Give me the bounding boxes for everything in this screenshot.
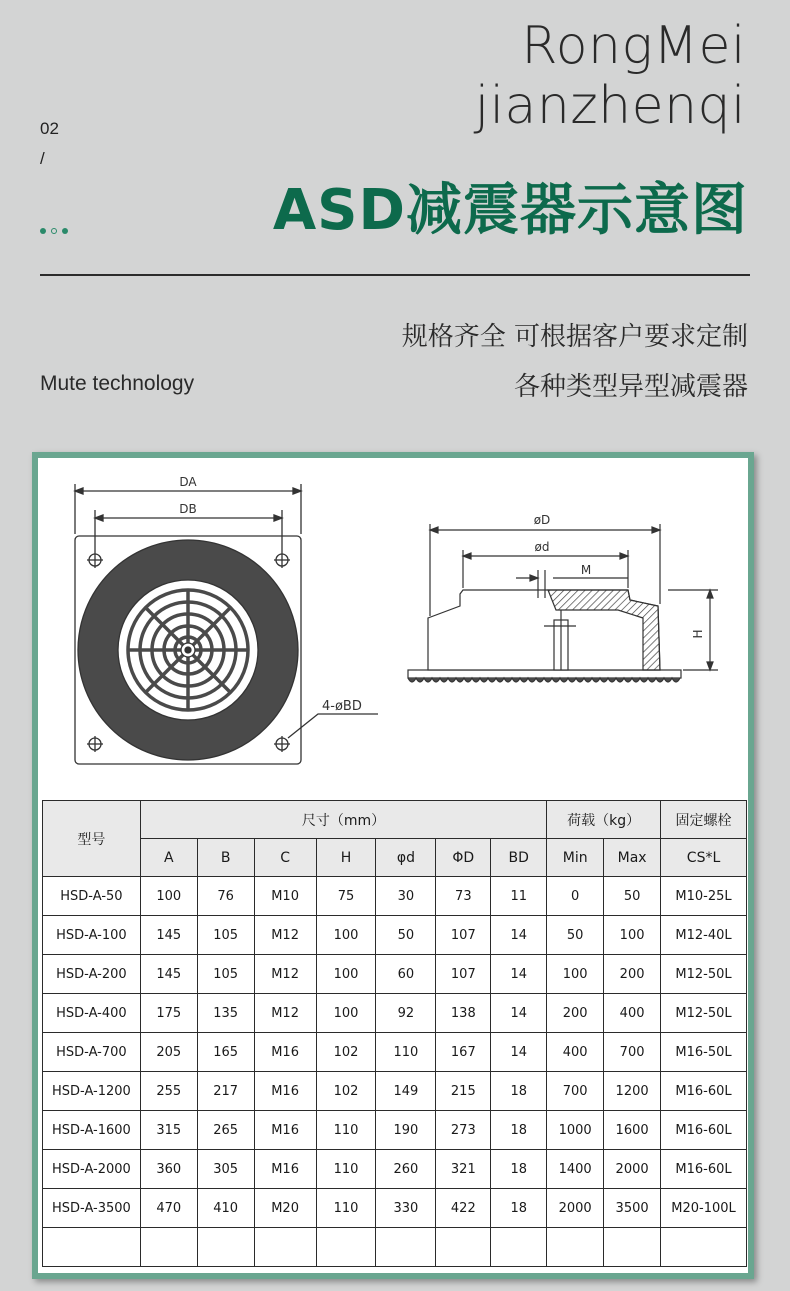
header-size-group: 尺寸（mm）	[140, 801, 546, 839]
dot-icon	[51, 228, 57, 234]
dim-label-da: DA	[179, 475, 197, 489]
table-cell-empty	[547, 1228, 604, 1267]
table-cell: 100	[547, 955, 604, 994]
table-cell: 265	[197, 1111, 254, 1150]
table-cell-model: HSD-A-1600	[43, 1111, 141, 1150]
page-number	[40, 114, 59, 174]
table-cell: 165	[197, 1033, 254, 1072]
page-title: ASD减震器示意图	[272, 178, 748, 243]
header-col-bd: BD	[491, 839, 547, 877]
brand-line-2: jianzhenqi	[474, 76, 746, 136]
table-cell: 145	[140, 916, 197, 955]
table-cell: 700	[604, 1033, 661, 1072]
header-bolt-group: 固定螺栓	[661, 801, 747, 839]
table-cell: M16-60L	[661, 1150, 747, 1189]
table-cell: 2000	[604, 1150, 661, 1189]
table-cell: 92	[376, 994, 436, 1033]
table-cell-model: HSD-A-400	[43, 994, 141, 1033]
table-cell: 60	[376, 955, 436, 994]
spec-panel	[38, 458, 748, 1273]
table-cell: 0	[547, 877, 604, 916]
table-cell-empty	[661, 1228, 747, 1267]
table-cell: M20	[254, 1189, 316, 1228]
dim-label-db: DB	[179, 502, 197, 516]
table-row-empty	[43, 1228, 747, 1267]
table-cell: 100	[316, 916, 376, 955]
table-cell-model: HSD-A-50	[43, 877, 141, 916]
table-cell: 422	[436, 1189, 491, 1228]
table-row	[43, 1072, 747, 1111]
table-cell: 400	[604, 994, 661, 1033]
table-cell: 200	[604, 955, 661, 994]
table-cell: 18	[491, 1189, 547, 1228]
brand-line-1: RongMei	[521, 16, 746, 76]
dot-icon	[40, 228, 46, 234]
table-cell: 14	[491, 1033, 547, 1072]
table-cell: 215	[436, 1072, 491, 1111]
table-cell: 145	[140, 955, 197, 994]
table-cell: 2000	[547, 1189, 604, 1228]
table-cell: 110	[316, 1150, 376, 1189]
table-cell: 75	[316, 877, 376, 916]
table-cell: M10-25L	[661, 877, 747, 916]
table-cell-model: HSD-A-2000	[43, 1150, 141, 1189]
table-cell: 700	[547, 1072, 604, 1111]
table-cell: 260	[376, 1150, 436, 1189]
spec-frame	[32, 452, 754, 1279]
table-row	[43, 877, 747, 916]
table-cell: 100	[316, 955, 376, 994]
table-row	[43, 994, 747, 1033]
brand-name	[475, 16, 746, 136]
spec-table	[42, 800, 747, 1267]
table-cell: 135	[197, 994, 254, 1033]
table-cell: 110	[316, 1189, 376, 1228]
table-cell: M16	[254, 1072, 316, 1111]
table-cell: M16	[254, 1150, 316, 1189]
tagline: Mute technology	[40, 372, 195, 395]
table-cell: 50	[604, 877, 661, 916]
table-cell: 110	[376, 1033, 436, 1072]
page-number-value: 02	[40, 119, 59, 138]
table-cell: M16-60L	[661, 1111, 747, 1150]
table-cell: 217	[197, 1072, 254, 1111]
technical-drawing	[38, 458, 748, 798]
table-cell: 149	[376, 1072, 436, 1111]
dim-label-phi-big-d: øD	[533, 513, 551, 527]
header-col-h: H	[316, 839, 376, 877]
table-cell: M20-100L	[661, 1189, 747, 1228]
dot-icon	[62, 228, 68, 234]
header-col-phi-big-d: ΦD	[436, 839, 491, 877]
table-cell: M10	[254, 877, 316, 916]
table-cell-empty	[140, 1228, 197, 1267]
table-cell: 1400	[547, 1150, 604, 1189]
table-cell-empty	[376, 1228, 436, 1267]
subtitle-line-2: 各种类型异型减震器	[513, 372, 748, 402]
table-cell: 470	[140, 1189, 197, 1228]
table-cell: 102	[316, 1033, 376, 1072]
table-cell: 321	[436, 1150, 491, 1189]
table-cell-empty	[316, 1228, 376, 1267]
table-cell: 305	[197, 1150, 254, 1189]
table-row	[43, 955, 747, 994]
table-cell: 205	[140, 1033, 197, 1072]
table-cell: 105	[197, 955, 254, 994]
table-cell: 73	[436, 877, 491, 916]
table-cell: M12	[254, 955, 316, 994]
table-cell: 110	[316, 1111, 376, 1150]
table-cell: 1000	[547, 1111, 604, 1150]
table-cell: 107	[436, 955, 491, 994]
header-col-c: C	[254, 839, 316, 877]
table-cell: 18	[491, 1150, 547, 1189]
dim-label-m: M	[580, 563, 592, 577]
table-row	[43, 1150, 747, 1189]
table-cell: M12-50L	[661, 955, 747, 994]
header-col-max: Max	[604, 839, 661, 877]
dim-label-h: H	[691, 629, 705, 639]
side-view	[408, 524, 718, 682]
table-cell-model: HSD-A-1200	[43, 1072, 141, 1111]
table-cell: 14	[491, 955, 547, 994]
table-cell-empty	[43, 1228, 141, 1267]
table-cell: 315	[140, 1111, 197, 1150]
table-row	[43, 1111, 747, 1150]
table-cell: 400	[547, 1033, 604, 1072]
table-cell: 255	[140, 1072, 197, 1111]
header-col-a: A	[140, 839, 197, 877]
table-cell: 410	[197, 1189, 254, 1228]
table-cell: 14	[491, 994, 547, 1033]
table-cell: 360	[140, 1150, 197, 1189]
table-cell: 100	[316, 994, 376, 1033]
table-cell-empty	[254, 1228, 316, 1267]
table-cell: 273	[436, 1111, 491, 1150]
table-cell: M16	[254, 1111, 316, 1150]
header-model: 型号	[43, 801, 141, 877]
table-cell: M16-50L	[661, 1033, 747, 1072]
table-cell: 102	[316, 1072, 376, 1111]
table-cell: M16	[254, 1033, 316, 1072]
table-cell: 1200	[604, 1072, 661, 1111]
top-view	[75, 484, 378, 764]
table-row	[43, 1033, 747, 1072]
table-cell: 30	[376, 877, 436, 916]
table-cell: M12	[254, 994, 316, 1033]
table-cell: 1600	[604, 1111, 661, 1150]
table-cell: M12	[254, 916, 316, 955]
table-cell-empty	[436, 1228, 491, 1267]
table-cell-empty	[197, 1228, 254, 1267]
table-cell: 18	[491, 1072, 547, 1111]
table-cell-model: HSD-A-700	[43, 1033, 141, 1072]
table-cell: 14	[491, 916, 547, 955]
header-load-group: 荷载（kg）	[547, 801, 661, 839]
header-col-phi-d: φd	[376, 839, 436, 877]
table-cell: 107	[436, 916, 491, 955]
dim-label-holes: 4-øBD	[322, 699, 362, 714]
table-cell-model: HSD-A-3500	[43, 1189, 141, 1228]
table-cell: 105	[197, 916, 254, 955]
table-cell: M12-50L	[661, 994, 747, 1033]
table-cell: 18	[491, 1111, 547, 1150]
header-col-b: B	[197, 839, 254, 877]
page-number-slash: /	[40, 149, 45, 168]
divider	[40, 274, 750, 276]
table-row	[43, 916, 747, 955]
table-cell: 76	[197, 877, 254, 916]
table-cell: 330	[376, 1189, 436, 1228]
table-cell: 3500	[604, 1189, 661, 1228]
header-col-min: Min	[547, 839, 604, 877]
decorative-dots	[40, 228, 68, 234]
table-cell: M16-60L	[661, 1072, 747, 1111]
table-cell: 138	[436, 994, 491, 1033]
table-cell: 50	[376, 916, 436, 955]
header-col-bolt: CS*L	[661, 839, 747, 877]
table-cell: 175	[140, 994, 197, 1033]
table-cell: M12-40L	[661, 916, 747, 955]
table-cell: 100	[140, 877, 197, 916]
table-cell-model: HSD-A-100	[43, 916, 141, 955]
subtitle-line-1: 规格齐全 可根据客户要求定制	[401, 322, 748, 352]
table-cell-empty	[604, 1228, 661, 1267]
table-cell: 50	[547, 916, 604, 955]
spec-table-body	[43, 877, 747, 1267]
table-cell-model: HSD-A-200	[43, 955, 141, 994]
dim-label-phi-small-d: ød	[534, 540, 550, 554]
table-cell: 190	[376, 1111, 436, 1150]
table-cell: 167	[436, 1033, 491, 1072]
table-cell: 200	[547, 994, 604, 1033]
table-cell: 100	[604, 916, 661, 955]
table-cell-empty	[491, 1228, 547, 1267]
table-cell: 11	[491, 877, 547, 916]
table-row	[43, 1189, 747, 1228]
